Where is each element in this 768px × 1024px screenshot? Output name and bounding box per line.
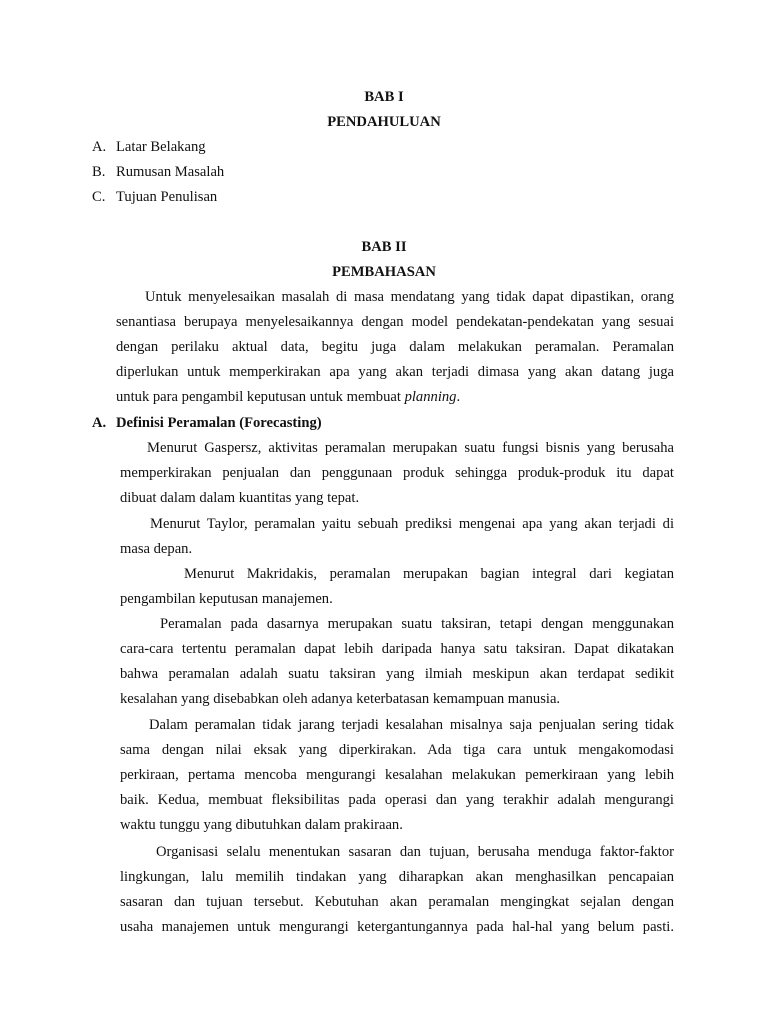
text-line: dengan perilaku aktual data, begitu juga dalam melakukan peramalan. Peramalan	[116, 339, 674, 355]
text-line: cara-cara tertentu peramalan dapat lebih daripada hanya satu taksiran. Dapat dikatakan	[120, 641, 674, 657]
chapter-2-title: BAB II	[361, 239, 407, 255]
outline-label: Tujuan Penulisan	[116, 189, 218, 205]
text-line: diperlukan untuk memperkirakan apa yang akan terjadi dimasa yang akan datang juga	[116, 364, 674, 380]
text-line: Menurut Gaspersz, aktivitas peramalan merupakan suatu fungsi bisnis yang berusaha	[147, 440, 674, 456]
text-line: masa depan.	[120, 541, 193, 557]
text-fragment: .	[456, 389, 461, 405]
section-title: Definisi Peramalan (Forecasting)	[116, 415, 322, 431]
outline-marker: A.	[92, 139, 107, 155]
outline-item-c	[92, 187, 217, 207]
text-line	[116, 387, 460, 407]
italic-term: planning	[404, 389, 457, 405]
text-line: bahwa peramalan adalah suatu taksiran yang ilmiah meskipun akan terdapat sedikit	[120, 666, 674, 682]
text-line: waktu tunggu yang dibutuhkan dalam prakiraan.	[120, 817, 403, 833]
outline-label: Latar Belakang	[116, 139, 206, 155]
text-line: senantiasa berupaya menyelesaikannya dengan model pendekatan-pendekatan yang sesuai	[116, 314, 674, 330]
section-marker: A.	[92, 415, 107, 431]
text-line: memperkirakan penjualan dan penggunaan produk sehingga produk-produk itu dapat	[120, 465, 674, 481]
chapter-2-subtitle: PEMBAHASAN	[332, 264, 436, 280]
outline-item-a	[92, 137, 206, 157]
text-line: Dalam peramalan tidak jarang terjadi kesalahan misalnya saja penjualan sering tidak	[149, 717, 674, 733]
text-line: dibuat dalam dalam kuantitas yang tepat.	[120, 490, 360, 506]
text-fragment: untuk para pengambil keputusan untuk membuat	[116, 389, 401, 405]
text-line: sama dengan nilai eksak yang diperkirakan. Ada tiga cara untuk mengakomodasi	[120, 742, 674, 758]
text-line: Untuk menyelesaikan masalah di masa mendatang yang tidak dapat dipastikan, orang	[145, 289, 674, 305]
text-line: perkiraan, pertama mencoba mengurangi kesalahan melakukan pemerkiraan yang lebih	[120, 767, 674, 783]
outline-label: Rumusan Masalah	[116, 164, 225, 180]
chapter-1-title: BAB I	[364, 89, 404, 105]
text-line: pengambilan keputusan manajemen.	[120, 591, 333, 607]
outline-item-b	[92, 162, 224, 182]
text-line: Menurut Makridakis, peramalan merupakan bagian integral dari kegiatan	[184, 566, 674, 582]
section-a-heading	[92, 413, 322, 433]
outline-marker: C.	[92, 189, 106, 205]
text-line: Menurut Taylor, peramalan yaitu sebuah prediksi mengenai apa yang akan terjadi di	[150, 516, 674, 532]
text-line: sasaran dan tujuan tersebut. Kebutuhan akan peramalan mengingkat sejalan dengan	[120, 894, 674, 910]
text-line: kesalahan yang disebabkan oleh adanya keterbatasan kemampuan manusia.	[120, 691, 561, 707]
text-line: usaha manajemen untuk mengurangi ketergantungannya pada hal-hal yang belum pasti.	[120, 919, 674, 935]
text-line: Organisasi selalu menentukan sasaran dan tujuan, berusaha menduga faktor-faktor	[156, 844, 674, 860]
text-line: lingkungan, lalu memilih tindakan yang diharapkan akan menghasilkan pencapaian	[120, 869, 674, 885]
chapter-1-subtitle: PENDAHULUAN	[327, 114, 441, 130]
text-line: Peramalan pada dasarnya merupakan suatu taksiran, tetapi dengan menggunakan	[160, 616, 674, 632]
text-line: baik. Kedua, membuat fleksibilitas pada operasi dan yang terakhir adalah mengurangi	[120, 792, 674, 808]
outline-marker: B.	[92, 164, 106, 180]
